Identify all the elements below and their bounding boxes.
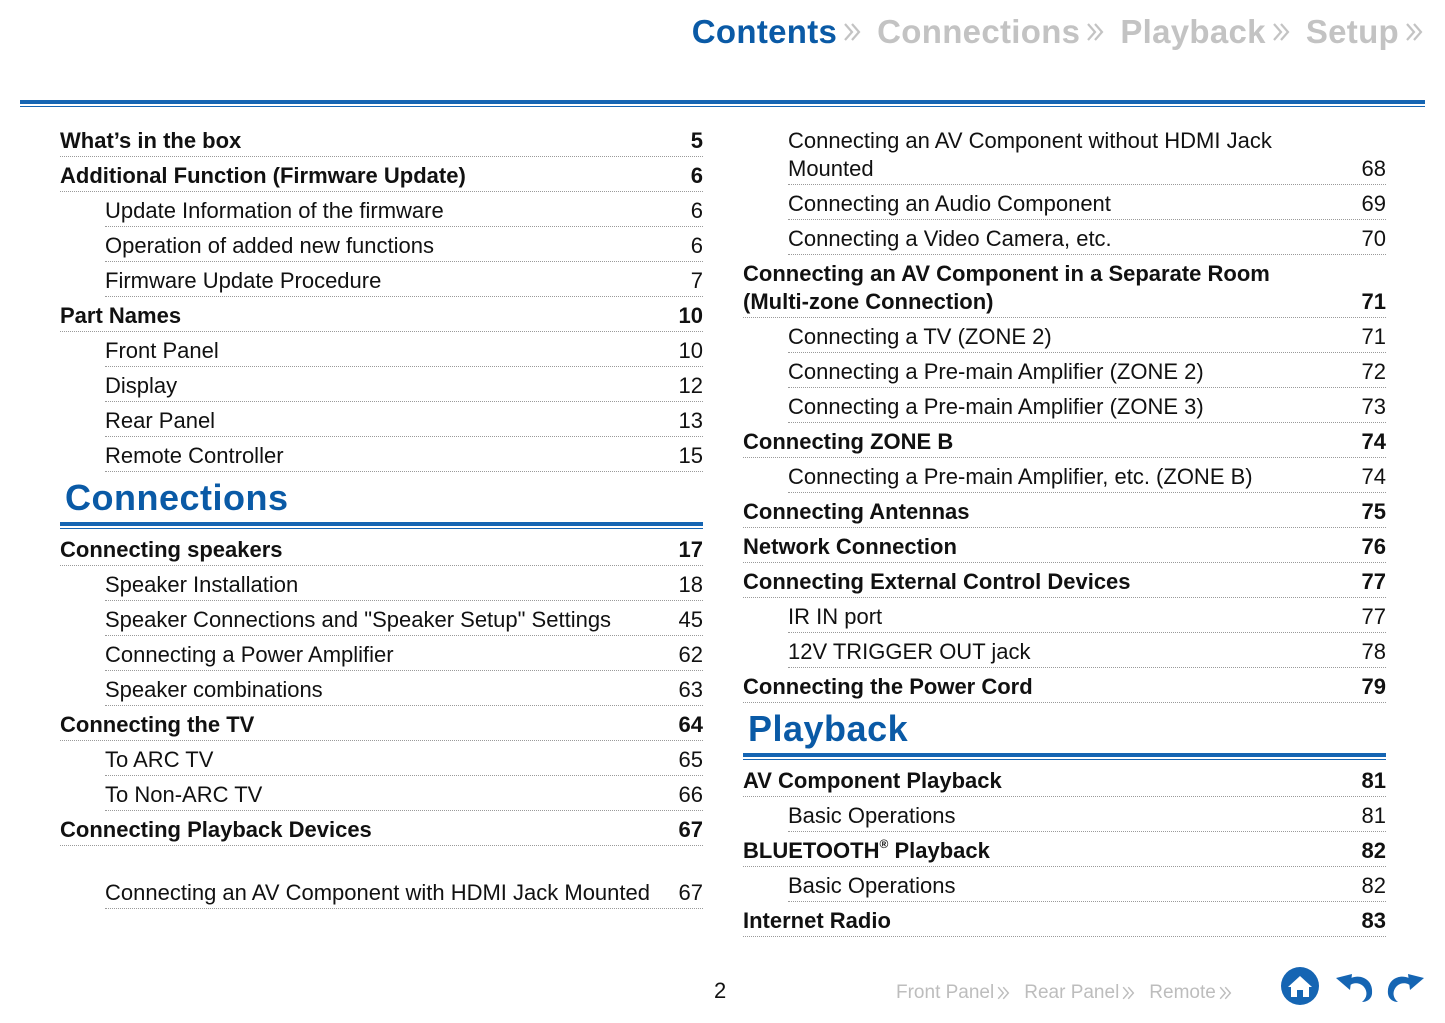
registered-mark: ® [879, 837, 889, 851]
toc-entry-page: 65 [678, 747, 703, 772]
toc-entry-title: Remote Controller [105, 443, 284, 468]
toc-subentry[interactable] [105, 846, 703, 909]
tab-playback[interactable] [1120, 13, 1292, 51]
page-number: 2 [714, 978, 727, 1003]
section-divider [60, 522, 703, 526]
toc-entry-title: Connecting an AV Component without HDMI Jack Mounted [788, 128, 1272, 181]
toc-subentry[interactable] [788, 633, 1386, 668]
toc-entry-title: Connecting a Pre-main Amplifier (ZONE 2) [788, 359, 1204, 384]
toc-entry-page: 7 [690, 268, 703, 293]
header-divider-thin [20, 106, 1425, 107]
toc-entry[interactable] [60, 297, 703, 332]
toc-entry-title: Update Information of the firmware [105, 198, 444, 223]
toc-entry-page: 6 [690, 198, 703, 223]
toc-entry-page: 68 [1361, 156, 1386, 181]
toc-entry-title: BLUETOOTH [743, 838, 880, 863]
toc-entry-title: IR IN port [788, 604, 883, 629]
toc-subentry[interactable] [788, 185, 1386, 220]
tab-contents-label: Contents [691, 13, 838, 50]
home-icon[interactable] [1280, 966, 1320, 1006]
footer-link-rear-panel[interactable] [1024, 982, 1137, 1004]
toc-entry-page: 69 [1361, 191, 1386, 216]
toc-entry-page: 6 [690, 233, 703, 258]
tab-playback-label: Playback [1120, 13, 1266, 50]
toc-entry-page: 5 [690, 128, 703, 153]
tab-connections[interactable] [877, 13, 1106, 51]
toc-subentry[interactable] [105, 601, 703, 636]
toc-entry-page: 66 [678, 782, 703, 807]
toc-entry-title: Connecting the Power Cord [743, 674, 1033, 699]
section-title-playback: Playback [748, 708, 909, 749]
tab-connections-label: Connections [877, 13, 1081, 50]
toc-subentry[interactable] [788, 867, 1386, 902]
footer-link-label: Front Panel [896, 982, 995, 1003]
tab-setup-label: Setup [1305, 13, 1399, 50]
double-chevron-right-icon [996, 985, 1012, 1001]
toc-entry-page: 6 [690, 163, 703, 188]
toc-entry-page: 12 [678, 373, 703, 398]
toc-subentry[interactable] [105, 776, 703, 811]
toc-entry-title: Connecting a Video Camera, etc. [788, 226, 1112, 251]
toc-entry-title: Network Connection [743, 534, 957, 559]
toc-entry-title: Connecting speakers [60, 537, 283, 562]
back-arrow-icon[interactable] [1334, 968, 1378, 1004]
toc-entry-page: 10 [678, 338, 703, 363]
toc-entry-title: Additional Function (Firmware Update) [60, 163, 466, 188]
toc-entry-page: 79 [1361, 674, 1386, 699]
toc-entry-page: 67 [678, 880, 703, 905]
toc-entry-title: Operation of added new functions [105, 233, 435, 258]
toc-entry[interactable] [743, 255, 1386, 318]
toc-entry-title: To Non-ARC TV [105, 782, 263, 807]
toc-entry[interactable] [60, 122, 703, 157]
toc-entry[interactable] [743, 762, 1386, 797]
toc-entry[interactable] [60, 706, 703, 741]
double-chevron-right-icon [1405, 21, 1425, 43]
toc-entry-title: Rear Panel [105, 408, 216, 433]
toc-entry-title: Basic Operations [788, 873, 956, 898]
toc-entry[interactable] [743, 832, 1386, 867]
toc-entry-title-bluetooth [743, 837, 1356, 865]
toc-entry[interactable] [60, 811, 703, 846]
toc-entry-title: Speaker Connections and "Speaker Setup" Settings [105, 607, 612, 632]
toc-subentry[interactable] [105, 437, 703, 472]
section-divider-thin [743, 759, 1386, 760]
toc-entry-title: Connecting an AV Component with HDMI Jack Mounted [105, 880, 650, 905]
toc-entry-title: Connecting a Pre-main Amplifier, etc. (ZONE B) [788, 464, 1253, 489]
toc-subentry[interactable] [788, 122, 1386, 185]
toc-subentry[interactable] [105, 262, 703, 297]
toc-left-column [60, 122, 703, 909]
footer-link-remote[interactable] [1149, 982, 1234, 1004]
toc-entry-page: 64 [678, 712, 703, 737]
toc-entry-page: 18 [678, 572, 703, 597]
toc-subentry[interactable] [105, 402, 703, 437]
section-title-connections: Connections [65, 477, 289, 518]
toc-entry-title: Speaker combinations [105, 677, 323, 702]
toc-subentry[interactable] [788, 797, 1386, 832]
toc-entry[interactable] [743, 528, 1386, 563]
toc-entry-title: 12V TRIGGER OUT jack [788, 639, 1031, 664]
toc-subentry[interactable] [105, 192, 703, 227]
toc-entry-page: 83 [1361, 908, 1386, 933]
footer-links [896, 982, 1234, 1004]
toc-entry-page: 78 [1361, 639, 1386, 664]
toc-entry-title: Internet Radio [743, 908, 891, 933]
toc-entry-page: 17 [678, 537, 703, 562]
toc-subentry[interactable] [788, 353, 1386, 388]
toc-entry[interactable] [743, 493, 1386, 528]
tab-contents[interactable] [692, 13, 863, 51]
toc-subentry[interactable] [788, 220, 1386, 255]
forward-arrow-icon[interactable] [1382, 968, 1426, 1004]
header-divider [20, 100, 1425, 104]
toc-entry-title: Connecting a Pre-main Amplifier (ZONE 3) [788, 394, 1204, 419]
toc-entry-page: 77 [1361, 569, 1386, 594]
toc-entry-title: Speaker Installation [105, 572, 299, 597]
toc-entry-title: Connecting Antennas [743, 499, 970, 524]
toc-entry-page: 45 [678, 607, 703, 632]
toc-entry-page: 81 [1361, 768, 1386, 793]
toc-entry-title: Basic Operations [788, 803, 956, 828]
toc-entry-title: Firmware Update Procedure [105, 268, 382, 293]
toc-entry-title: What’s in the box [60, 128, 242, 153]
toc-entry-title: Connecting Playback Devices [60, 817, 372, 842]
toc-entry[interactable] [60, 157, 703, 192]
toc-entry[interactable] [743, 902, 1386, 937]
toc-entry-title: Part Names [60, 303, 182, 328]
toc-entry-title: Connecting External Control Devices [743, 569, 1131, 594]
toc-entry-page: 10 [678, 303, 703, 328]
toc-entry-title-suffix: Playback [888, 838, 990, 863]
double-chevron-right-icon [843, 21, 863, 43]
double-chevron-right-icon [1272, 21, 1292, 43]
toc-subentry[interactable] [105, 332, 703, 367]
toc-entry-page: 72 [1361, 359, 1386, 384]
tab-setup[interactable] [1306, 13, 1425, 51]
toc-entry-title: Connecting the TV [60, 712, 255, 737]
toc-entry-page: 67 [678, 817, 703, 842]
section-divider [743, 753, 1386, 757]
double-chevron-right-icon [1086, 21, 1106, 43]
toc-entry[interactable] [743, 423, 1386, 458]
toc-subentry[interactable] [105, 227, 703, 262]
toc-right-column [743, 122, 1386, 937]
toc-subentry[interactable] [788, 318, 1386, 353]
toc-subentry[interactable] [105, 636, 703, 671]
toc-entry-page: 71 [1361, 324, 1386, 349]
toc-entry[interactable] [743, 563, 1386, 598]
toc-subentry[interactable] [788, 458, 1386, 493]
toc-entry-page: 63 [678, 677, 703, 702]
toc-entry-page: 71 [1361, 289, 1386, 314]
toc-entry-page: 74 [1361, 464, 1386, 489]
double-chevron-right-icon [1218, 985, 1234, 1001]
toc-subentry[interactable] [105, 741, 703, 776]
toc-entry-page: 76 [1361, 534, 1386, 559]
toc-entry-page: 82 [1361, 873, 1386, 898]
toc-entry-title: Connecting ZONE B [743, 429, 954, 454]
top-navigation [692, 12, 1425, 52]
toc-subentry[interactable] [105, 367, 703, 402]
toc-subentry[interactable] [788, 388, 1386, 423]
toc-subentry[interactable] [788, 598, 1386, 633]
toc-subentry[interactable] [105, 671, 703, 706]
footer-link-label: Remote [1149, 982, 1216, 1003]
toc-entry-title: Display [105, 373, 178, 398]
toc-entry-page: 74 [1361, 429, 1386, 454]
toc-entry-page: 81 [1361, 803, 1386, 828]
toc-entry-page: 77 [1361, 604, 1386, 629]
toc-entry-title: Connecting a TV (ZONE 2) [788, 324, 1052, 349]
toc-entry-page: 73 [1361, 394, 1386, 419]
toc-entry[interactable] [743, 668, 1386, 703]
toc-entry-page: 75 [1361, 499, 1386, 524]
toc-entry-title: To ARC TV [105, 747, 214, 772]
toc-entry[interactable] [60, 531, 703, 566]
toc-entry-title: Connecting an Audio Component [788, 191, 1111, 216]
toc-entry-title: Connecting an AV Component in a Separate Room (Multi-zone Connection) [743, 261, 1270, 314]
toc-entry-title: Connecting a Power Amplifier [105, 642, 394, 667]
toc-subentry[interactable] [105, 566, 703, 601]
footer-link-front-panel[interactable] [896, 982, 1012, 1004]
toc-entry-page: 15 [678, 443, 703, 468]
footer-link-label: Rear Panel [1024, 982, 1120, 1003]
toc-entry-page: 13 [678, 408, 703, 433]
toc-entry-title: Front Panel [105, 338, 219, 363]
toc-entry-title: AV Component Playback [743, 768, 1002, 793]
section-divider-thin [60, 528, 703, 529]
toc-entry-page: 82 [1361, 838, 1386, 863]
double-chevron-right-icon [1121, 985, 1137, 1001]
toc-entry-page: 70 [1361, 226, 1386, 251]
toc-entry-page: 62 [678, 642, 703, 667]
